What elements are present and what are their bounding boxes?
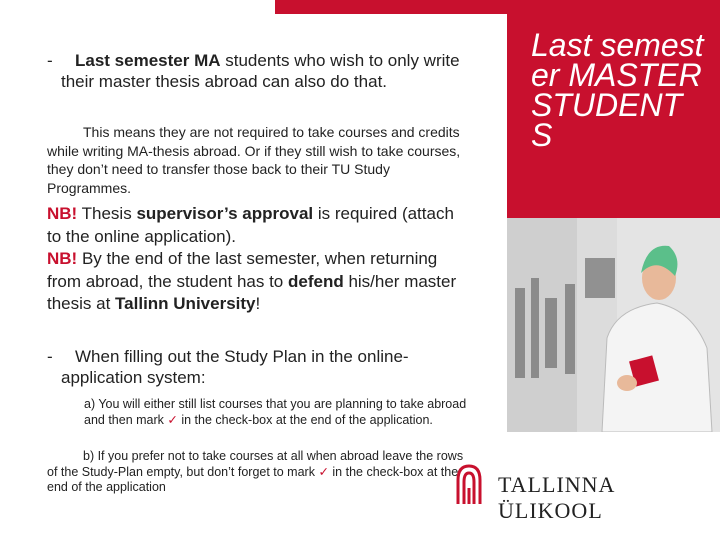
nb-bold: defend [287,271,344,291]
nb-text: Thesis [77,204,137,223]
option-b [47,449,467,496]
nb-text: ! [255,294,261,313]
bullet-text: students who wish to only write their master thesis abroad can also do that. [61,51,460,91]
nb-label: NB! [47,204,78,223]
option-text: b) If you prefer not to take courses at all when abroad leave the rows of the Study-Plan empty, but don’t forget to mark [47,449,464,479]
university-name: TALLINNA ÜLIKOOL [498,472,615,523]
explanation-text: This means they are not required to take courses and credits while writing MA-thesis abroad. Or if they still wish to take courses, they don’t need to transfer those back to their TU Study Programmes. [47,124,461,196]
nb-supervisor-note [47,203,467,248]
bullet-last-semester [47,50,467,92]
checkmark-icon: ✓ [167,412,178,427]
nb-text: his/her master thesis at [47,271,457,313]
nb-bold: supervisor’s approval [136,204,314,223]
nb-notes [47,203,467,316]
checkmark-icon: ✓ [318,464,329,479]
bullet-study-plan [47,346,477,388]
nb-text: By the end of the last semester, when returning from abroad, the student has to [47,249,438,291]
option-text: in the check-box at the end of the application. [177,412,433,427]
nb-defend-note [47,248,467,316]
top-accent-bar [275,0,507,14]
option-text: a) You will either still list courses that you are planning to take abroad and then mark [84,397,467,427]
bullet-dash: - [47,51,53,70]
nb-text: is required (attach to the online application). [47,204,454,246]
bullet-bold-text: Last semester MA [75,51,221,70]
side-title: Last semester MASTER STUDENT S [531,27,704,153]
bullet-text: When filling out the Study Plan in the online-application system: [61,347,409,387]
option-text: in the check-box at the end of the application [47,464,459,494]
nb-label: NB! [47,249,78,268]
student-photo [507,218,720,432]
bullet-dash: - [47,347,53,366]
explanation-paragraph [47,123,472,197]
nb-bold: Tallinn University [115,294,256,313]
option-a [84,397,474,428]
